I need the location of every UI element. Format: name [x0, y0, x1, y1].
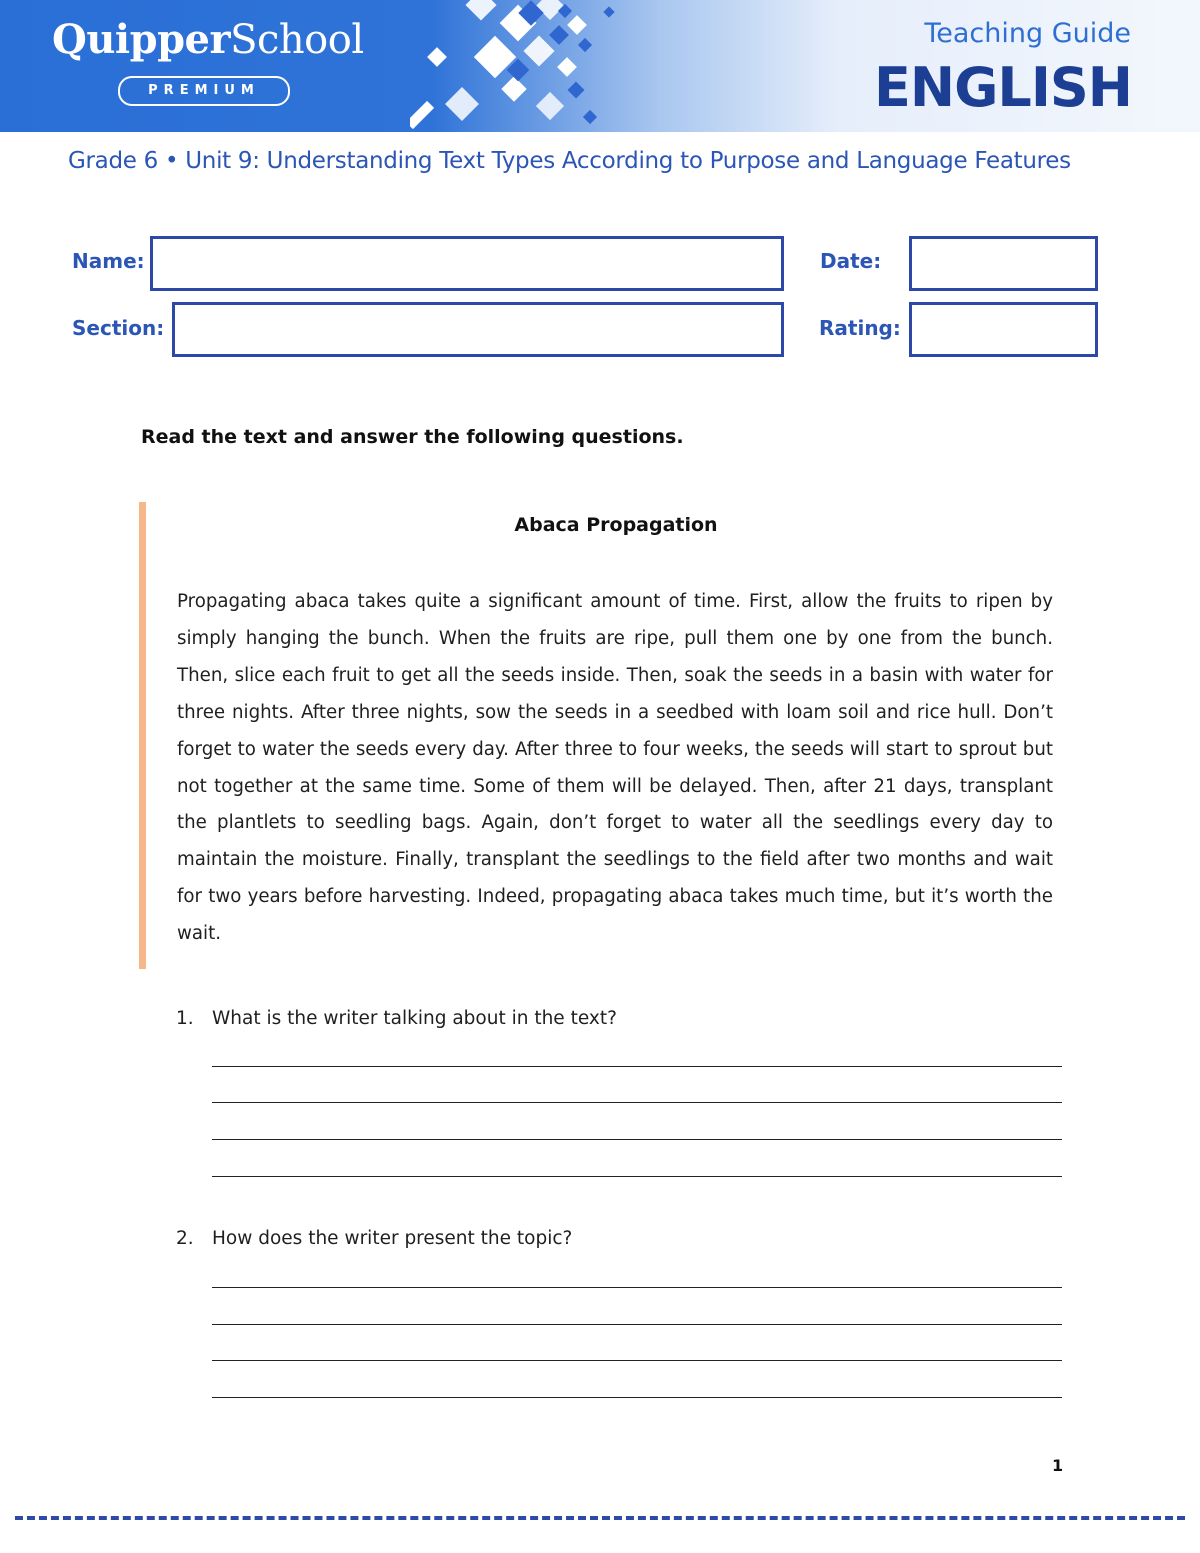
answer-line[interactable] [212, 1360, 1062, 1361]
instruction-text: Read the text and answer the following questions. [141, 426, 684, 448]
unit-title: Grade 6 • Unit 9: Understanding Text Types According to Purpose and Language Features [68, 148, 1071, 174]
passage-body: Propagating abaca takes quite a significant amount of time. First, allow the fruits to ripen by simply hanging the bunch. When the fruits are ripe, pull them one by one from the bunch. Then, slice each fruit to get all the seeds inside. Then, soak the seeds in a basin with water for three nights. After three nights, sow the seeds in a seedbed with loam soil and rice hull. Don’t forget to water the seeds every day. After three to four weeks, the seeds will start to sprout but not together at the same time. Some of them will be delayed. Then, after 21 days, transplant the plantlets to seedling bags. Again, don’t forget to water all the seedlings every day to maintain the moisture. Finally, transplant the seedlings to the field after two months and wait for two years before harvesting. Indeed, propagating abaca takes much time, but it’s worth the wait. [177, 591, 1053, 945]
question-1 [176, 1008, 617, 1029]
answer-line[interactable] [212, 1139, 1062, 1140]
passage-title: Abaca Propagation [514, 514, 718, 536]
name-label: Name: [72, 249, 145, 273]
subject-label: ENGLISH [874, 56, 1132, 119]
date-field[interactable] [909, 236, 1098, 291]
teaching-guide-label: Teaching Guide [924, 18, 1131, 49]
quipper-school-logo [52, 16, 364, 63]
question-number: 1. [176, 1008, 194, 1029]
answer-line[interactable] [212, 1102, 1062, 1103]
rating-label: Rating: [819, 316, 901, 340]
question-2 [176, 1228, 572, 1249]
answer-line[interactable] [212, 1066, 1062, 1067]
footer-divider [15, 1516, 1185, 1520]
question-number: 2. [176, 1228, 194, 1249]
brand-name-light: School [230, 17, 364, 63]
premium-badge: PREMIUM [118, 76, 290, 106]
answer-line[interactable] [212, 1287, 1062, 1288]
section-field[interactable] [172, 302, 784, 357]
answer-line[interactable] [212, 1397, 1062, 1398]
answer-line[interactable] [212, 1176, 1062, 1177]
brand-name-bold: Quipper [52, 16, 231, 63]
header-banner [0, 0, 1200, 132]
question-text: How does the writer present the topic? [212, 1228, 573, 1249]
passage-accent-bar [139, 502, 146, 969]
name-field[interactable] [150, 236, 784, 291]
decorative-diamond-pattern-icon [410, 0, 670, 132]
date-label: Date: [820, 249, 882, 273]
section-label: Section: [72, 316, 165, 340]
answer-line[interactable] [212, 1324, 1062, 1325]
question-text: What is the writer talking about in the text? [212, 1008, 617, 1029]
rating-field[interactable] [909, 302, 1098, 357]
page-number: 1 [1052, 1456, 1064, 1475]
